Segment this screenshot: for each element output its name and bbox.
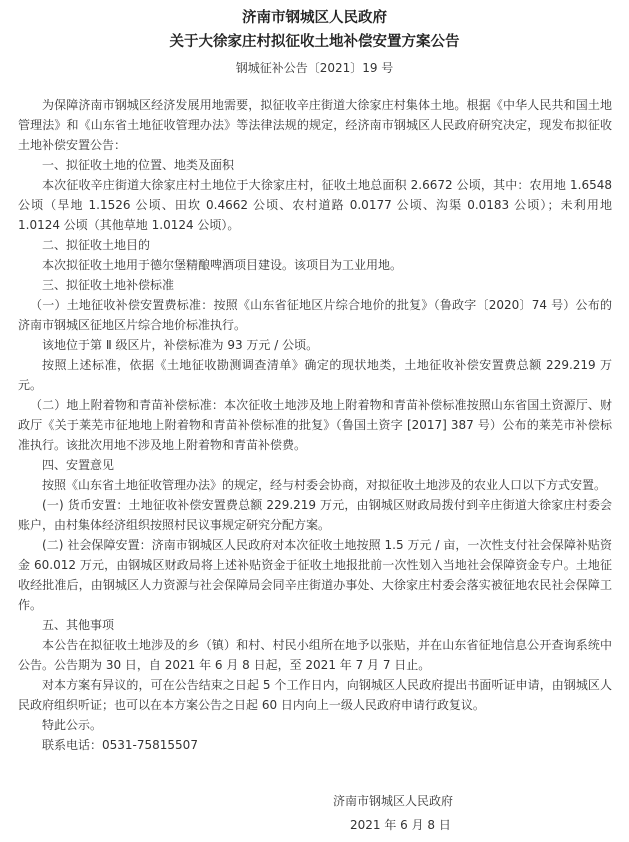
section-4-paragraph-3: (二) 社会保障安置：济南市钢城区人民政府对本次征收土地按照 1.5 万元 / 亩，一次性支付社会保障补贴资金 60.012 万元，由钢城区财政局将上述补贴资金于征收土地报批前一次性划入当地社会保障资金专户。土地征收经批准后，由钢城区人力资源与社会保障局会同辛庄街道办事处、大徐家庄村委会落实被征地农民社会保障工作。 [18, 538, 612, 612]
contact-phone: 联系电话：0531-75815507 [42, 738, 198, 752]
section-2-text: 本次拟征收土地用于德尔堡精酿啤酒项目建设。该项目为工业用地。 [42, 258, 403, 272]
section-3-paragraph-1: （一）土地征收补偿安置费标准：按照《山东省征地区片综合地价的批复》（鲁政字〔2020〕74 号）公布的济南市钢城区征地区片综合地价标准执行。 [18, 298, 612, 332]
section-5-paragraph-2: 对本方案有异议的，可在公告结束之日起 5 个工作日内，向钢城区人民政府提出书面听证申请，由钢城区人民政府组织听证；也可以在本方案公告之日起 60 日内向上一级人民政府申请行政复议。 [18, 678, 612, 712]
intro-paragraph: 为保障济南市钢城区经济发展用地需要，拟征收辛庄街道大徐家庄村集体土地。根据《中华人民共和国土地管理法》和《山东省土地征收管理办法》等法律法规的规定，经济南市钢城区人民政府研究决定，现发布拟征收土地补偿安置公告： [18, 98, 612, 152]
signature-date: 2021 年 6 月 8 日 [350, 818, 451, 832]
closing-line: 特此公示。 [42, 718, 103, 732]
section-5-paragraph-1: 本公告在拟征收土地涉及的乡（镇）和村、村民小组所在地予以张贴，并在山东省征地信息公开查询系统中公告。公告期为 30 日，自 2021 年 6 月 8 日起，至 2021 年 7 月 7 日止。 [18, 638, 612, 672]
signature-organization: 济南市钢城区人民政府 [333, 794, 454, 808]
section-5-heading: 五、其他事项 [42, 618, 115, 632]
section-3-paragraph-4: （二）地上附着物和青苗补偿标准：本次征收土地涉及地上附着物和青苗补偿标准按照山东省国土资源厅、财政厅《关于莱芜市征地地上附着物和青苗补偿标准的批复》（鲁国土资字 [2017] 387 号）公布的莱芜市补偿标准执行。该批次用地不涉及地上附着物和青苗补偿费。 [18, 398, 612, 452]
section-4-paragraph-2: (一) 货币安置：土地征收补偿安置费总额 229.219 万元，由钢城区财政局拨付到辛庄街道大徐家庄村委会账户，由村集体经济组织按照村民议事规定研究分配方案。 [18, 498, 612, 532]
section-2-heading: 二、拟征收土地目的 [42, 238, 151, 252]
section-1-text: 本次征收辛庄街道大徐家庄村土地位于大徐家庄村，征收土地总面积 2.6672 公顷，其中：农用地 1.6548 公顷（旱地 1.1526 公顷、田坎 0.4662 公顷、农村道路 0.0177 公顷、沟渠 0.0183 公顷）；未利用地 1.0124 公顷（其他草地 1.0124 公顷）。 [18, 178, 612, 232]
section-3-paragraph-3: 按照上述标准，依据《土地征收勘测调查清单》确定的现状地类，土地征收补偿安置费总额 229.219 万元。 [18, 358, 612, 392]
document-number: 钢城征补公告〔2021〕19 号 [235, 61, 394, 75]
section-3-paragraph-2: 该地位于第 Ⅱ 级区片，补偿标准为 93 万元 / 公顷。 [42, 338, 319, 352]
section-4-heading: 四、安置意见 [42, 458, 115, 472]
document-body [18, 95, 612, 755]
section-3-heading: 三、拟征收土地补偿标准 [42, 278, 175, 292]
section-1-heading: 一、拟征收土地的位置、地类及面积 [42, 158, 235, 172]
document-title-line-1: 济南市钢城区人民政府 [242, 10, 387, 26]
document-title-line-2: 关于大徐家庄村拟征收土地补偿安置方案公告 [169, 34, 460, 50]
section-4-paragraph-1: 按照《山东省土地征收管理办法》的规定，经与村委会协商，对拟征收土地涉及的农业人口以下方式安置。 [42, 478, 607, 492]
